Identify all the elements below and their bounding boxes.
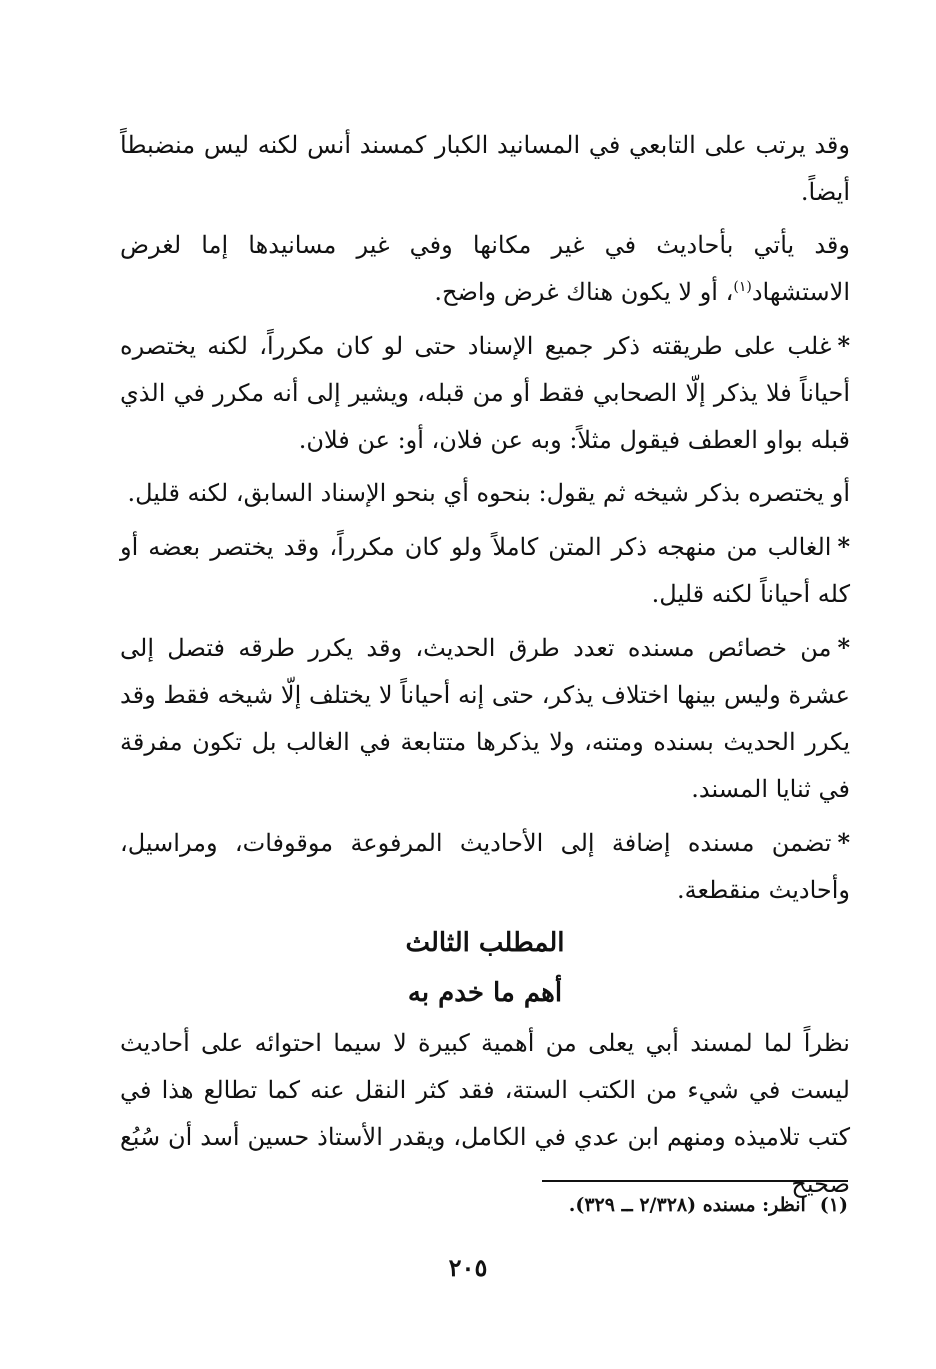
paragraph-chains — [120, 624, 850, 813]
paragraph-isnad — [120, 322, 850, 464]
paragraph-text: غلب على طريقته ذكر جميع الإسناد حتى لو كان مكرراً، لكنه يختصره أحياناً فلا يذكر إلّا الصحابي فقط أو من قبله، ويشير إلى أنه مكرر في الذي قبله بواو العطف فيقول مثلاً: وبه عن فلان، أو: عن فلان. — [120, 332, 850, 454]
paragraph-text: وقد يأتي بأحاديث في غير مكانها وفي غير مسانيدها إما لغرض الاستشهاد — [120, 231, 850, 306]
paragraph-matn — [120, 523, 850, 618]
footnote-reference[interactable]: (١) — [733, 279, 752, 295]
paragraph-text: تضمن مسنده إضافة إلى الأحاديث المرفوعة موقوفات، ومراسيل، وأحاديث منقطعة. — [120, 829, 850, 904]
footnote-divider — [542, 1180, 848, 1182]
paragraph-contents — [120, 819, 850, 914]
paragraph-text: وقد يرتب على التابعي في المسانيد الكبار كمسند أنس لكنه ليس منضبطاً أيضاً. — [120, 131, 850, 206]
footnote-text: انظر: مسنده (٢/٣٢٨ ــ ٣٢٩). — [568, 1194, 806, 1216]
footnote — [348, 1190, 848, 1220]
asterisk-bullet-icon: * — [837, 532, 850, 561]
paragraph-placement — [120, 222, 850, 316]
asterisk-bullet-icon: * — [837, 828, 850, 857]
paragraph-ordering — [120, 122, 850, 216]
paragraph-text: ، أو لا يكون هناك غرض واضح. — [434, 278, 734, 306]
page-body — [120, 122, 850, 1214]
section-subheading: أهم ما خدم به — [407, 978, 563, 1008]
paragraph-text: من خصائص مسنده تعدد طرق الحديث، وقد يكرر طرقه فتصل إلى عشرة وليس بينها اختلاف يذكر، حتى إنه أحياناً لا يختلف إلّا شيخه فقط وقد يكرر الحديث بسنده ومتنه، ولا يذكرها متتابعة في الغالب بل تكون مفرقة في ثنايا المسند. — [120, 634, 850, 803]
paragraph-text: أو يختصره بذكر شيخه ثم يقول: بنحوه أي بنحو الإسناد السابق، لكنه قليل. — [127, 479, 850, 507]
paragraph-abbreviation — [120, 470, 850, 517]
footnote-number: (١) — [819, 1194, 848, 1216]
asterisk-bullet-icon: * — [837, 633, 850, 662]
asterisk-bullet-icon: * — [837, 331, 850, 360]
paragraph-text: نظراً لما لمسند أبي يعلى من أهمية كبيرة لا سيما احتوائه على أحاديث ليست في شيء من الكتب الستة، فقد كثر النقل عنه كما تطالع هذا في كتب تلاميذه ومنهم ابن عدي في الكامل، ويقدر الأستاذ حسين أسد أن سُبُع صحيح — [120, 1029, 850, 1198]
page-number: ٢٠٥ — [448, 1253, 488, 1282]
paragraph-text: الغالب من منهجه ذكر المتن كاملاً ولو كان مكرراً، وقد يختصر بعضه أو كله أحياناً لكنه قليل. — [120, 533, 850, 608]
section-heading: المطلب الثالث — [405, 928, 565, 958]
